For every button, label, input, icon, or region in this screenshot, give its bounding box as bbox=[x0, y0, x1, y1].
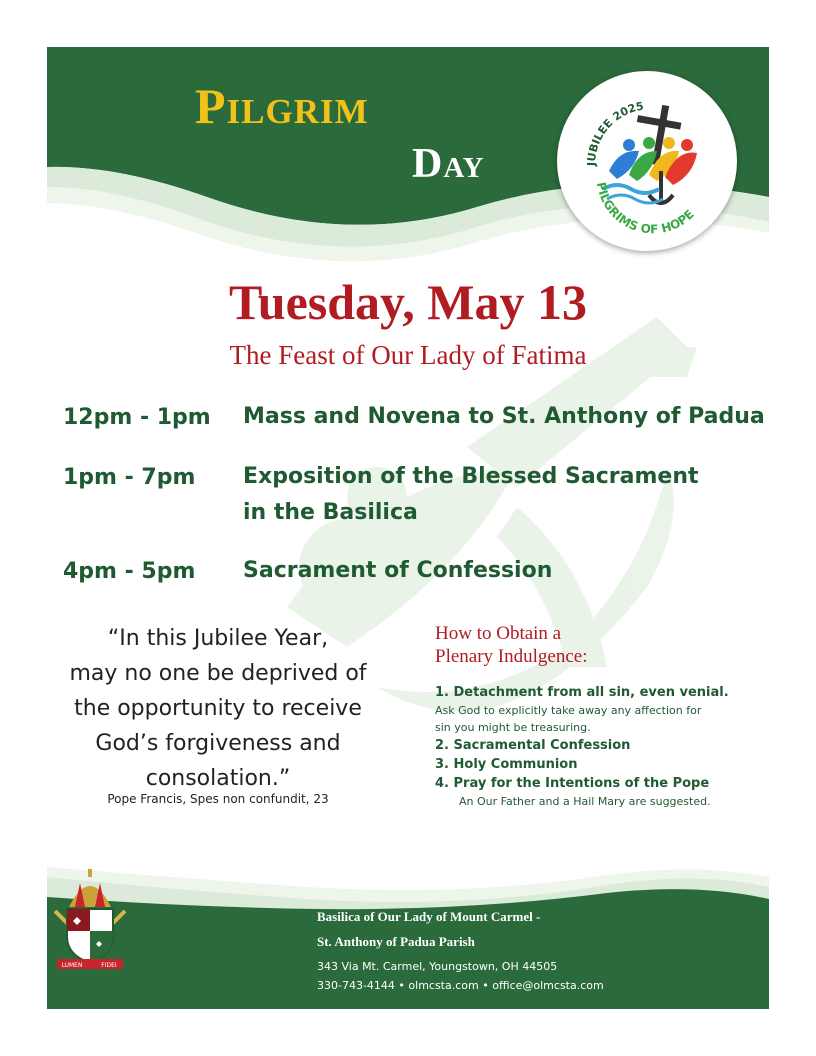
crest-motto-left: LUMEN bbox=[61, 962, 83, 969]
schedule-description: Sacrament of Confession bbox=[243, 558, 553, 583]
title-pilgrim: Pilgrim bbox=[195, 78, 369, 134]
quote-line: consolation.” bbox=[145, 766, 291, 791]
schedule-description: Mass and Novena to St. Anthony of Padua bbox=[243, 404, 765, 429]
flyer-page bbox=[47, 47, 769, 1009]
schedule-description-cont: in the Basilica bbox=[243, 500, 418, 525]
parish-address: 343 Via Mt. Carmel, Youngstown, OH 44505 bbox=[317, 960, 558, 973]
indulgence-note: sin you might be treasuring. bbox=[435, 721, 591, 734]
schedule-description: Exposition of the Blessed Sacrament bbox=[243, 464, 699, 489]
indulgence-title-line: Plenary Indulgence: bbox=[435, 646, 588, 667]
indulgence-step: 1. Detachment from all sin, even venial. bbox=[435, 685, 729, 700]
schedule-time: 4pm - 5pm bbox=[63, 559, 196, 584]
indulgence-note: An Our Father and a Hail Mary are suggested. bbox=[459, 795, 711, 808]
quote-line: the opportunity to receive bbox=[74, 696, 362, 721]
logo-bottom-text: PILGRIMS OF HOPE bbox=[593, 180, 697, 237]
crest-motto-right: FIDEI bbox=[101, 962, 117, 969]
quote-line: God’s forgiveness and bbox=[95, 731, 341, 756]
indulgence-step: 3. Holy Communion bbox=[435, 757, 578, 772]
schedule-time: 1pm - 7pm bbox=[63, 465, 196, 490]
event-date: Tuesday, May 13 bbox=[229, 274, 587, 330]
jubilee-2025-logo bbox=[557, 71, 737, 251]
indulgence-title bbox=[435, 622, 735, 668]
quote-line: may no one be deprived of bbox=[69, 661, 367, 686]
quote-citation: Pope Francis, Spes non confundit, 23 bbox=[107, 792, 329, 806]
logo-top-text: JUBILEE 2025 bbox=[584, 99, 645, 167]
parish-name-line1: Basilica of Our Lady of Mount Carmel - bbox=[317, 909, 541, 924]
indulgence-title-line: How to Obtain a bbox=[435, 623, 562, 644]
header-banner bbox=[47, 47, 769, 267]
title-day: Day bbox=[412, 141, 485, 187]
event-feast: The Feast of Our Lady of Fatima bbox=[229, 340, 587, 370]
basilica-crest bbox=[47, 867, 133, 971]
quote-line: “In this Jubilee Year, bbox=[107, 626, 329, 651]
indulgence-step: 4. Pray for the Intentions of the Pope bbox=[435, 776, 710, 791]
indulgence-list bbox=[435, 683, 765, 810]
indulgence-note: Ask God to explicitly take away any affection for bbox=[435, 704, 702, 717]
parish-contact: 330-743-4144 • olmcsta.com • office@olmcsta.com bbox=[317, 979, 604, 992]
schedule-time: 12pm - 1pm bbox=[63, 405, 211, 430]
footer-banner bbox=[47, 867, 769, 1009]
parish-name-line2: St. Anthony of Padua Parish bbox=[317, 934, 475, 949]
indulgence-step: 2. Sacramental Confession bbox=[435, 738, 631, 753]
pope-quote bbox=[63, 621, 373, 796]
